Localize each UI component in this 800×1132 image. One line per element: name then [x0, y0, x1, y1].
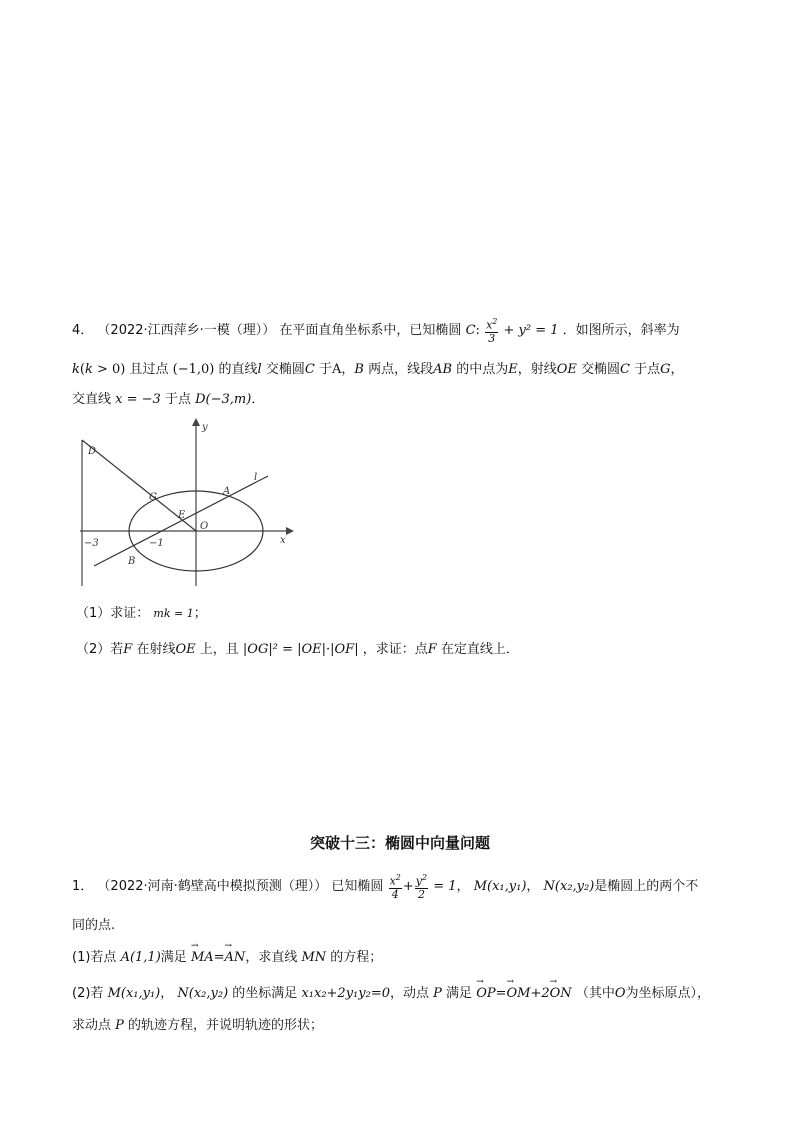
- point-D: D(−3,m): [195, 392, 252, 407]
- part1-eq: mk = 1: [153, 607, 194, 620]
- label-E: E: [178, 510, 186, 521]
- q1-text: 求动点: [72, 1018, 112, 1033]
- q4-number: 4．: [72, 322, 94, 338]
- q4-after-eq: ．如图所示，斜率为: [562, 322, 680, 338]
- q1-intro: 已知椭圆: [331, 878, 384, 894]
- q4-text: 交直线: [72, 392, 112, 407]
- label-l: l: [254, 472, 258, 483]
- point-M: M(x₁,y₁): [473, 878, 527, 894]
- ellipse-name: C: [465, 322, 476, 338]
- point-N: N(x₂,y₂): [177, 986, 229, 1001]
- q4-text: 于点: [164, 392, 191, 407]
- q1-text: (1)若点: [72, 950, 117, 965]
- section-title: 突破十三：椭圆中向量问题: [309, 834, 490, 852]
- q4-source: （2022·江西萍乡·一模（理））: [97, 322, 276, 338]
- q4-text: 交椭圆: [265, 362, 305, 377]
- label-x: x: [280, 535, 286, 546]
- q4-text: ，求证：点: [362, 642, 428, 657]
- q1-part-2: (2)若 M(x₁,y₁)， N(x₂,y₂) 的坐标满足 x₁x₂+2y₁y₂=0，动点 P 满足 → OP=→ OM+2→ ON （其中O为坐标原点），: [72, 982, 710, 1001]
- q1-line-2: 同的点.: [72, 918, 116, 933]
- q1-text: 的坐标满足: [232, 986, 298, 1001]
- q1-part-2-cont: [72, 1014, 323, 1033]
- q1-text: 满足: [446, 986, 473, 1001]
- q1-text: ，求直线: [245, 950, 298, 965]
- label-A: A: [223, 486, 231, 497]
- q4-text: 且过点: [129, 362, 169, 377]
- q1-line-1: 1． （2022·河南·鹤壁高中模拟预测（理）） 已知椭圆 $\frac{x^2}{4}$ + $\frac{y^2}{2}$ = 1， M(x₁,y₁)， N(x₂,y₂)是椭圆上的两个不: [72, 873, 699, 901]
- q4-intro: 在平面直角坐标系中，已知椭圆: [279, 322, 462, 338]
- label-y: y: [202, 422, 208, 433]
- q4-text: 在定直线上．: [440, 642, 519, 657]
- ellipse-fraction: $\frac{x^2}{3}$: [486, 317, 498, 345]
- q4-part-2: （2）若F 在射线OE 上，且 |OG|² = |OE|·|OF| ，求证：点F 在定直线上．: [76, 642, 519, 657]
- q4-text: 上，且: [199, 642, 239, 657]
- q1-source: （2022·河南·鹤壁高中模拟预测（理））: [97, 878, 328, 894]
- q1-text: 的方程；: [330, 950, 383, 965]
- label-neg1: −1: [149, 538, 164, 549]
- point-A: A(1,1): [120, 950, 161, 965]
- ellipse-eq-rest: + y² = 1: [503, 322, 559, 338]
- q4-text: ，射线: [517, 362, 557, 377]
- q4-text: 的中点为: [456, 362, 509, 377]
- label-D: D: [88, 446, 97, 457]
- q4-text: 交椭圆: [581, 362, 621, 377]
- q1-frac-x: $\frac{x^2}{4}$: [389, 873, 401, 901]
- q1-number: 1．: [72, 878, 94, 894]
- q4-text: 在射线: [136, 642, 176, 657]
- q1-part-1: (1)若点 A(1,1)满足 → MA=→ AN，求直线 MN 的方程；: [72, 946, 382, 965]
- label-G: G: [149, 492, 157, 503]
- origin-O: O: [614, 986, 626, 1001]
- coord-condition: x₁x₂+2y₁y₂=0: [301, 986, 390, 1001]
- part-label: （1）求证：: [76, 606, 150, 621]
- x-axis-arrow: [286, 527, 294, 535]
- q1-text: 的轨迹方程，并说明轨迹的形状；: [128, 1018, 324, 1033]
- q1-text: ，: [526, 878, 540, 894]
- q1-text: 是椭圆上的两个不: [594, 878, 699, 894]
- q1-text: 满足: [160, 950, 187, 965]
- q4-part-1: [76, 602, 207, 621]
- part2-eq: |OG|² = |OE|·|OF|: [242, 642, 359, 657]
- q4-line-1: 4． （2022·江西萍乡·一模（理）） 在平面直角坐标系中，已知椭圆 C: $\frac{x^2}{3}$ + y² = 1 ．如图所示，斜率为: [72, 317, 680, 345]
- label-B: B: [128, 556, 136, 567]
- q1-frac-y: $\frac{y^2}{2}$: [415, 873, 428, 901]
- q1-text: （其中: [575, 986, 615, 1001]
- q1-text: ，动点: [389, 986, 429, 1001]
- q4-text: ．: [251, 392, 265, 407]
- ellipse-figure: [72, 418, 296, 590]
- point-neg1: (−1,0): [172, 362, 215, 377]
- line-MN: MN: [301, 950, 327, 965]
- q1-text: ，: [160, 986, 174, 1001]
- q1-text: ，: [456, 878, 470, 894]
- q4-text: ；: [193, 606, 207, 621]
- q4-line-2: k(k > 0) 且过点 (−1,0) 的直线l 交椭圆C 于A，B 两点，线段AB 的中点为E，射线OE 交椭圆C 于点G，: [72, 362, 684, 377]
- point-P: P: [433, 986, 442, 1001]
- line-l: [94, 476, 268, 566]
- label-neg3: −3: [84, 538, 99, 549]
- part-label: （2）若: [76, 642, 124, 657]
- label-O: O: [200, 521, 209, 532]
- q4-text: 于点: [634, 362, 661, 377]
- q1-eq-rest: = 1: [433, 878, 457, 894]
- line-eq: x = −3: [115, 392, 161, 407]
- q4-line-3: [72, 388, 264, 407]
- q4-text: 的直线: [218, 362, 258, 377]
- point-N: N(x₂,y₂): [543, 878, 595, 894]
- q1-text: (2)若: [72, 986, 104, 1001]
- y-axis-arrow: [192, 418, 200, 426]
- point-P: P: [115, 1018, 124, 1033]
- q1-text: 为坐标原点），: [625, 986, 711, 1001]
- q4-text: 两点，线段: [368, 362, 434, 377]
- point-M: M(x₁,y₁): [107, 986, 161, 1001]
- q4-text: 于: [318, 362, 332, 377]
